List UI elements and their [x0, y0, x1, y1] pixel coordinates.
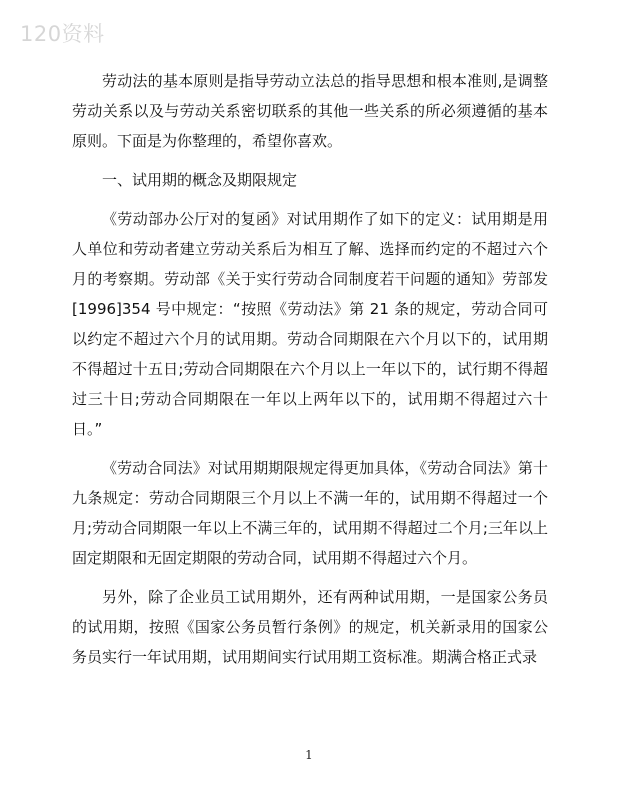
page-number: 1: [305, 748, 313, 762]
paragraph-intro: 劳动法的基本原则是指导劳动立法总的指导思想和根本准则,是调整劳动关系以及与劳动关系密切联系的其他一些关系的所必须遵循的基本原则。下面是为你整理的，希望你喜欢。: [72, 72, 548, 150]
section-heading: 一、试用期的概念及期限规定: [102, 171, 298, 189]
watermark-logo: 120资料: [20, 22, 105, 46]
paragraph-definition: 《劳动部办公厅对的复函》对试用期作了如下的定义：试用期是用人单位和劳动者建立劳动关系后为相互了解、选择而约定的不超过六个月的考察期。劳动部《关于实行劳动合同制度若干问题的通知》劳部发[1996]354 号中规定：“按照《劳动法》第 21 条的规定，劳动合同可以约定不超过六个月的试用期。劳动合同期限在六个月以下的，试用期不得超过十五日;劳动合同期限在六个月以上一年以下的，试行期不得超过三十日;劳动合同期限在一年以上两年以下的，试用期不得超过六十日。”: [72, 210, 548, 438]
document-body: [72, 66, 548, 681]
paragraph-other-probation: 另外，除了企业员工试用期外，还有两种试用期，一是国家公务员的试用期，按照《国家公务员暂行条例》的规定，机关新录用的国家公务员实行一年试用期，试用期间实行试用期工资标准。期满合格正式录: [72, 588, 548, 666]
paragraph-labor-contract-law: 《劳动合同法》对试用期期限规定得更加具体，《劳动合同法》第十九条规定：劳动合同期限三个月以上不满一年的，试用期不得超过一个月;劳动合同期限一年以上不满三年的，试用期不得超过二个月;三年以上固定期限和无固定期限的劳动合同，试用期不得超过六个月。: [72, 459, 548, 567]
